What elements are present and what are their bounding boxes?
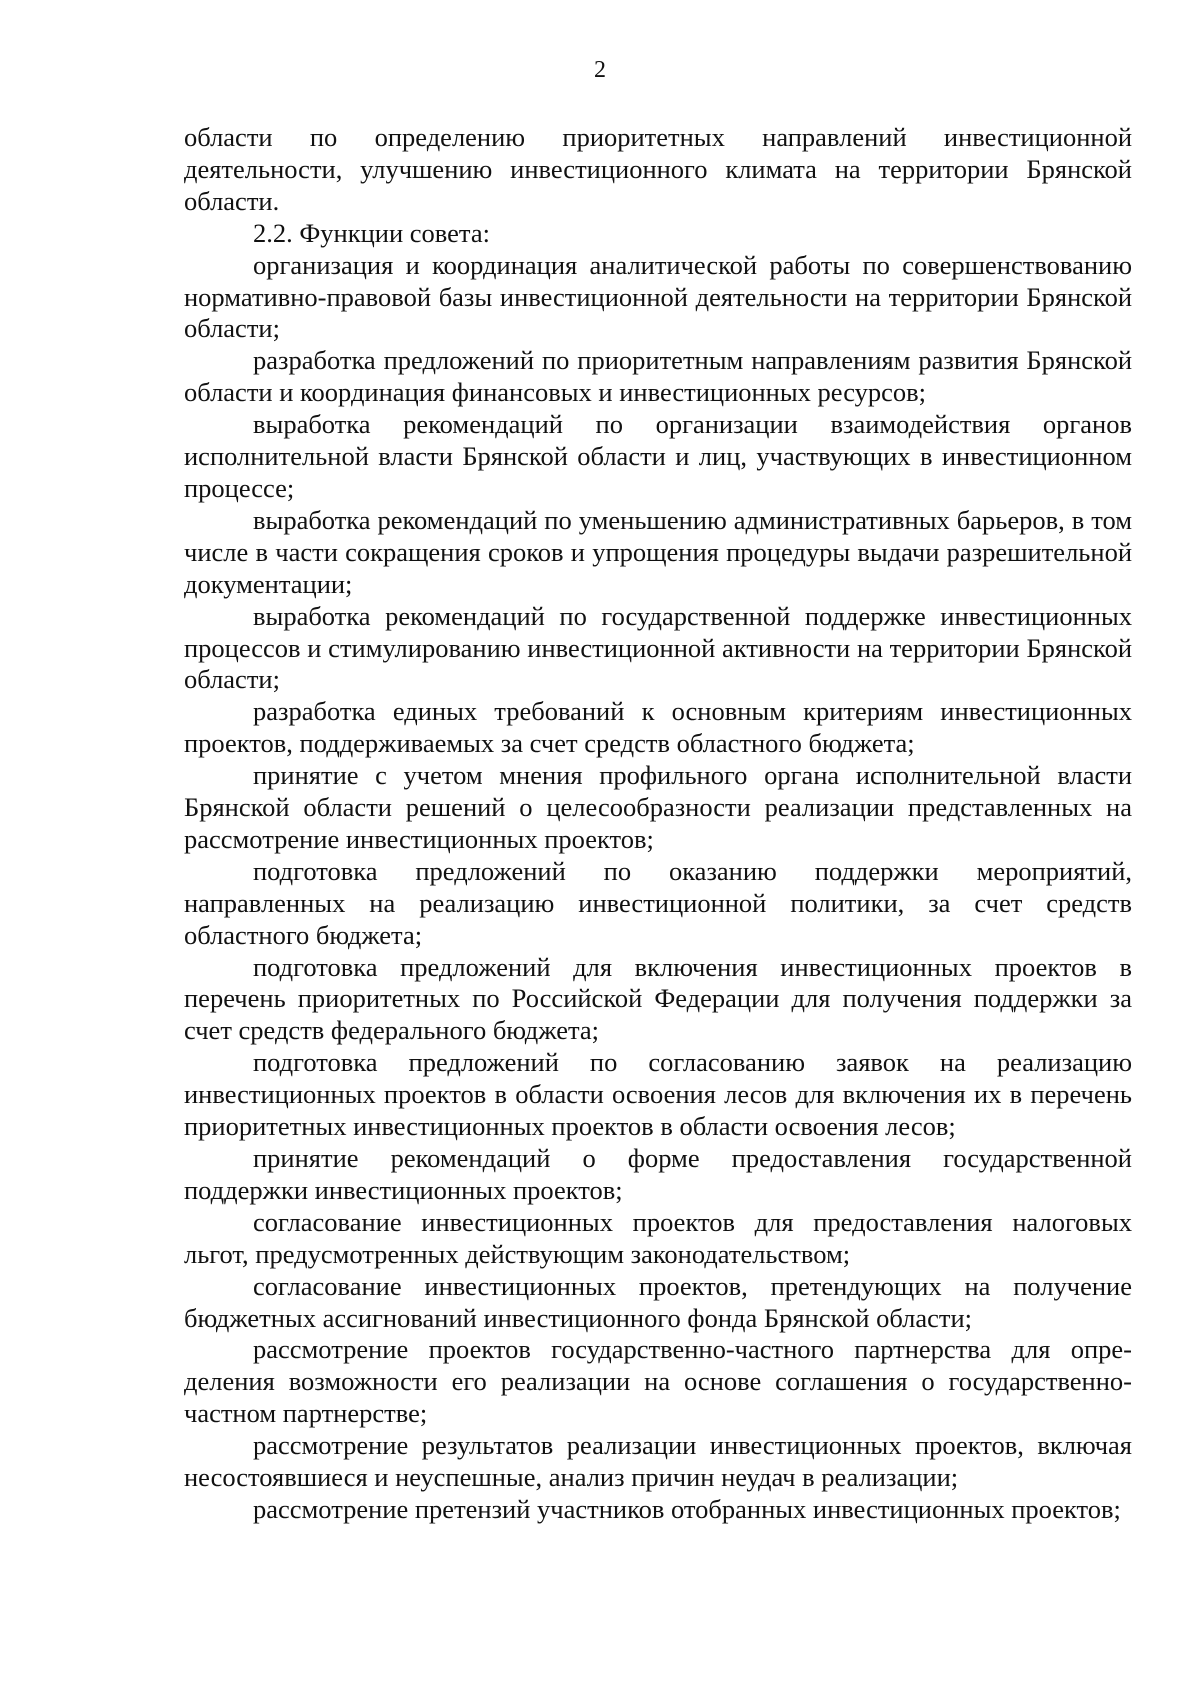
paragraph-13: согласование инвестиционных проектов для предоставления налоговых льгот, предусмотренных действующим законодательством;	[184, 1206, 1132, 1269]
paragraph-14: согласование инвестиционных проектов, претендующих на получение бюджетных ассигнований инвестиционного фонда Брянской области;	[184, 1270, 1132, 1333]
paragraph-1-section-heading: 2.2. Функции совета:	[253, 217, 490, 248]
paragraph-7: разработка единых требований к основным критериям инвестиционных проектов, поддерживаемых за счет средств областного бюджета;	[184, 696, 1132, 759]
paragraph-4: выработка рекомендаций по организации взаимодействия органов исполнительной власти Брянской области и лиц, участвующих в инвестиционном процессе;	[184, 409, 1132, 503]
paragraph-15: рассмотрение проектов государственно-частного партнерства для определения возможности его реализации на основе соглашения о государственно-частном партнерстве;	[184, 1334, 1132, 1429]
paragraph-0: области по определению приоритетных направлений инвестиционной деятельности, улучшению инвестиционного климата на территории Брянской области.	[184, 122, 1132, 216]
paragraph-9: подготовка предложений по оказанию поддержки мероприятий, направленных на реализацию инвестиционной политики, за счет средств областного бюджета;	[184, 855, 1132, 950]
paragraph-6: выработка рекомендаций по государственной поддержке инвестиционных процессов и стимулированию инвестиционной активности на территории Брянской области;	[184, 600, 1132, 695]
paragraph-17: рассмотрение претензий участников отобранных инвестиционных проектов;	[253, 1493, 1121, 1524]
paragraph-3: разработка предложений по приоритетным направлениям развития Брянской области и координация финансовых и инвестиционных ресурсов;	[184, 345, 1132, 408]
paragraph-12: принятие рекомендаций о форме предоставления государственной поддержки инвестиционных проектов;	[184, 1143, 1132, 1205]
paragraph-2: организация и координация аналитической работы по совершенствованию нормативно-правовой базы инвестиционной деятельности на территории Брянской области;	[184, 249, 1132, 344]
paragraph-8: принятие с учетом мнения профильного органа исполнительной власти Брянской области решений о целесообразности реализации представленных на рассмотрение инвестиционных проектов;	[184, 760, 1132, 854]
paragraph-5: выработка рекомендаций по уменьшению административных барьеров, в том числе в части сокращения сроков и упрощения процедуры выдачи разрешительной документации;	[184, 504, 1132, 599]
paragraph-11: подготовка предложений по согласованию заявок на реализацию инвестиционных проектов в области освоения лесов для включения их в перечень приоритетных инвестиционных проектов в области освоения лесов;	[184, 1047, 1132, 1142]
page-number: 2	[594, 57, 606, 83]
paragraph-16: рассмотрение результатов реализации инвестиционных проектов, включая несостоявшиеся и неуспешные, анализ причин неудач в реализации;	[184, 1430, 1132, 1493]
document-body	[184, 122, 1132, 1526]
paragraph-10: подготовка предложений для включения инвестиционных проектов в перечень приоритетных по Российской Федерации для получения поддержки за счет средств федерального бюджета;	[184, 951, 1132, 1046]
